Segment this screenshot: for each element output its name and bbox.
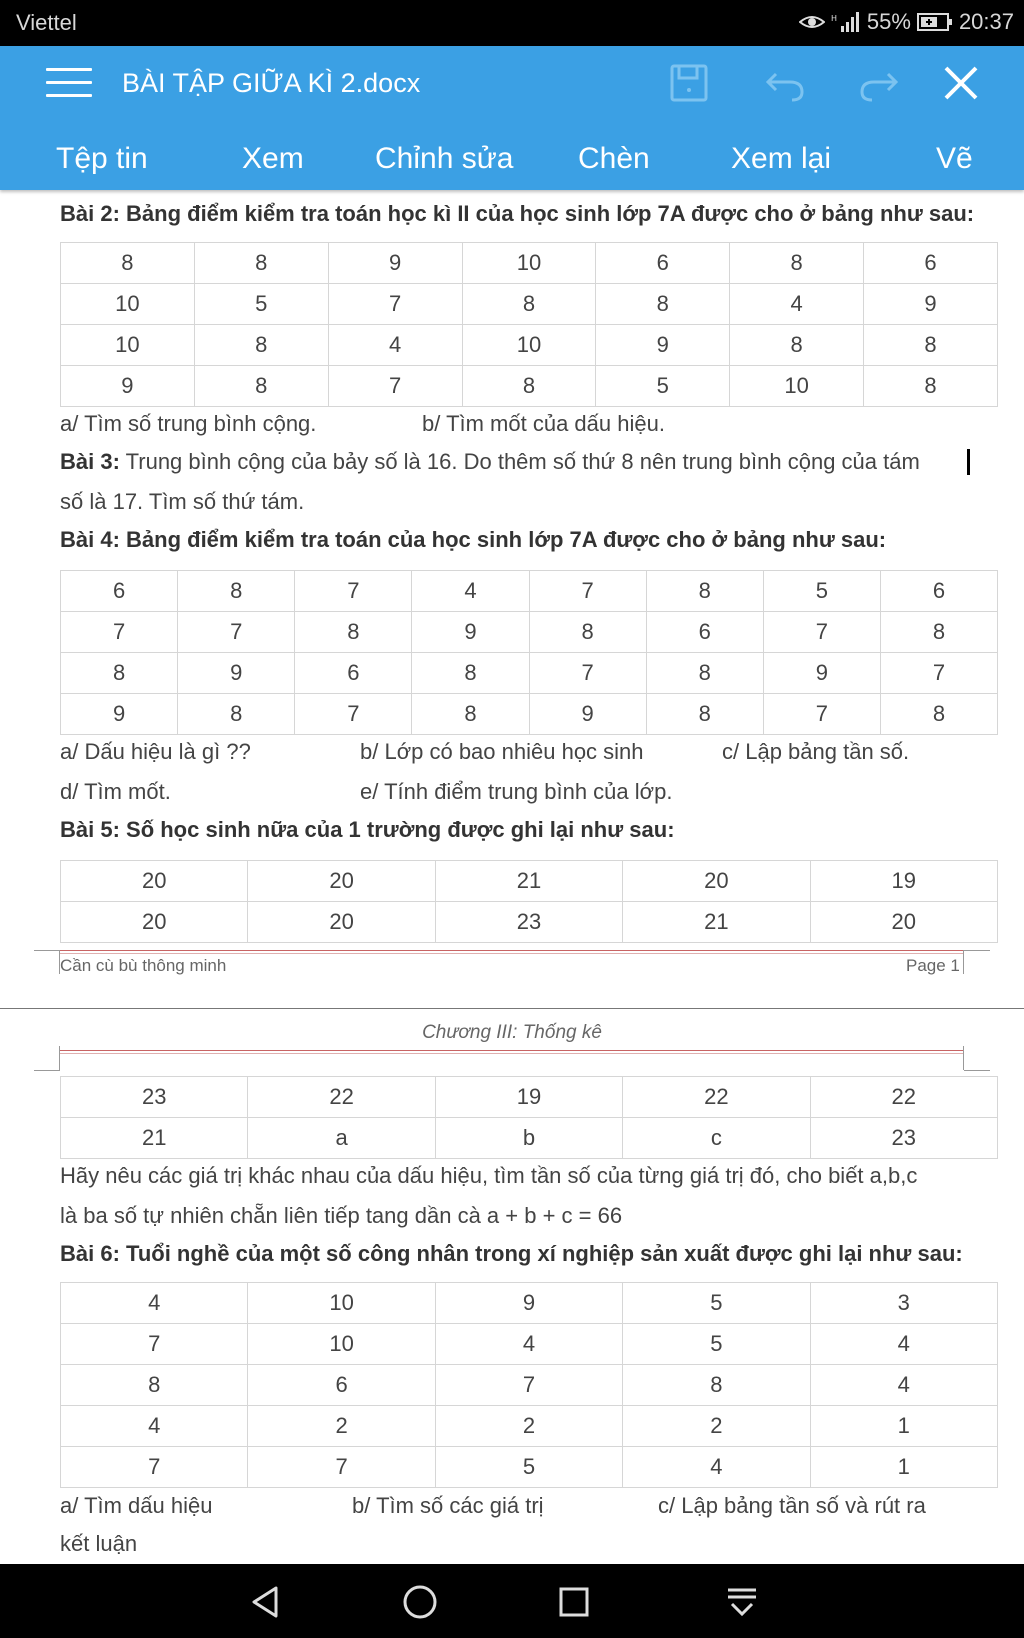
table-cell: 8 bbox=[61, 653, 178, 694]
table-row bbox=[61, 612, 998, 653]
bai6-question-b: b/ Tìm số các giá trị bbox=[352, 1493, 544, 1518]
table-row bbox=[61, 571, 998, 612]
table-cell: 4 bbox=[61, 1283, 248, 1324]
table-cell: 21 bbox=[623, 902, 810, 943]
table-cell: 4 bbox=[730, 284, 864, 325]
table-cell: 20 bbox=[810, 902, 997, 943]
bai4-question-d: d/ Tìm mốt. bbox=[60, 779, 171, 804]
table-cell: 7 bbox=[61, 612, 178, 653]
table-row bbox=[61, 653, 998, 694]
header-margin-line-right bbox=[964, 1070, 990, 1071]
bai3-label: Bài 3: bbox=[60, 449, 120, 474]
table-cell: 8 bbox=[596, 284, 730, 325]
table-cell: 20 bbox=[61, 902, 248, 943]
table-cell: 4 bbox=[328, 325, 462, 366]
signal-icon bbox=[831, 12, 861, 32]
table-cell: 23 bbox=[61, 1077, 248, 1118]
footer-page-number: Page 1 bbox=[906, 956, 960, 975]
table-cell: 8 bbox=[178, 694, 295, 735]
table-cell: 10 bbox=[61, 284, 195, 325]
battery-percent: 55% bbox=[866, 9, 911, 34]
table-cell: 20 bbox=[248, 902, 435, 943]
table-cell: 8 bbox=[61, 1365, 248, 1406]
table-cell: 8 bbox=[412, 694, 529, 735]
table-cell: 8 bbox=[623, 1365, 810, 1406]
table-cell: 7 bbox=[880, 653, 997, 694]
bai4-question-e: e/ Tính điểm trung bình của lớp. bbox=[360, 779, 673, 804]
table-cell: 2 bbox=[248, 1406, 435, 1447]
table-cell: 4 bbox=[412, 571, 529, 612]
header-left-edge bbox=[59, 1046, 60, 1070]
table-cell: 8 bbox=[462, 366, 596, 407]
table-row bbox=[61, 1324, 998, 1365]
bai3-line1 bbox=[60, 442, 920, 482]
table-cell: 9 bbox=[412, 612, 529, 653]
table-cell: 6 bbox=[295, 653, 412, 694]
table-cell: 2 bbox=[435, 1406, 622, 1447]
table-cell: 2 bbox=[623, 1406, 810, 1447]
table-cell: 6 bbox=[596, 243, 730, 284]
bai5-text-line2: là ba số tự nhiên chẵn liên tiếp tang dần cà a + b + c = 66 bbox=[60, 1203, 623, 1228]
table-cell: b bbox=[435, 1118, 622, 1159]
header-margin-line bbox=[34, 1070, 60, 1071]
table-cell: 9 bbox=[596, 325, 730, 366]
table-cell: 6 bbox=[61, 571, 178, 612]
table-cell: 8 bbox=[730, 325, 864, 366]
table-cell: 6 bbox=[646, 612, 763, 653]
battery-icon bbox=[917, 12, 953, 32]
footer-left-text: Cần cù bù thông minh bbox=[60, 956, 227, 975]
table-row bbox=[61, 694, 998, 735]
status-indicators bbox=[799, 9, 1014, 35]
svg-text:H: H bbox=[830, 14, 837, 23]
bai2-heading: Bài 2: Bảng điểm kiểm tra toán học kì II của học sinh lớp 7A được cho ở bảng như sau: bbox=[60, 201, 975, 226]
table-cell: 5 bbox=[596, 366, 730, 407]
carrier-name: Viettel bbox=[16, 10, 77, 35]
table-cell: 7 bbox=[295, 694, 412, 735]
document-title: BÀI TẬP GIỮA KÌ 2.docx bbox=[122, 68, 421, 98]
table-cell: 8 bbox=[194, 243, 328, 284]
footer-margin-line-right bbox=[964, 950, 990, 951]
table-cell: 8 bbox=[880, 694, 997, 735]
table-cell: 10 bbox=[462, 243, 596, 284]
table-cell: 8 bbox=[646, 653, 763, 694]
table-row bbox=[61, 1365, 998, 1406]
table-cell: 20 bbox=[248, 861, 435, 902]
table-cell: 4 bbox=[810, 1324, 997, 1365]
header-right-edge bbox=[963, 1046, 964, 1070]
table-cell: 8 bbox=[462, 284, 596, 325]
table-cell: 19 bbox=[810, 861, 997, 902]
table-cell: 8 bbox=[295, 612, 412, 653]
table-row bbox=[61, 861, 998, 902]
table-cell: 9 bbox=[328, 243, 462, 284]
menu-edit[interactable]: Chỉnh sửa bbox=[375, 142, 514, 175]
bai5-text-line1: Hãy nêu các giá trị khác nhau của dấu hiệu, tìm tần số của từng giá trị đó, cho biết a,b,c bbox=[60, 1163, 918, 1188]
table-cell: 20 bbox=[623, 861, 810, 902]
table-cell: 8 bbox=[529, 612, 646, 653]
bai6-question-c-cont: kết luận bbox=[60, 1531, 138, 1556]
table-cell: 19 bbox=[435, 1077, 622, 1118]
table-cell: 9 bbox=[178, 653, 295, 694]
table-row bbox=[61, 325, 998, 366]
page-break-divider bbox=[0, 1008, 1024, 1009]
bai2-table bbox=[60, 242, 998, 407]
footer-right-edge bbox=[963, 950, 964, 974]
table-cell: 4 bbox=[810, 1365, 997, 1406]
table-cell: 8 bbox=[864, 325, 998, 366]
menu-file[interactable]: Tệp tin bbox=[56, 142, 148, 175]
table-cell: 7 bbox=[435, 1365, 622, 1406]
table-cell: 8 bbox=[880, 612, 997, 653]
table-cell: 8 bbox=[194, 366, 328, 407]
table-cell: 22 bbox=[623, 1077, 810, 1118]
bai2-question-b: b/ Tìm mốt của dấu hiệu. bbox=[422, 411, 665, 436]
menu-view[interactable]: Xem bbox=[242, 142, 304, 175]
table-cell: 7 bbox=[248, 1447, 435, 1488]
system-nav-bar bbox=[0, 1564, 1024, 1638]
table-cell: a bbox=[248, 1118, 435, 1159]
table-cell: 21 bbox=[61, 1118, 248, 1159]
bai4-question-c: c/ Lập bảng tần số. bbox=[722, 739, 910, 764]
table-row bbox=[61, 902, 998, 943]
table-row bbox=[61, 1406, 998, 1447]
bai6-heading: Bài 6: Tuổi nghề của một số công nhân trong xí nghiệp sản xuất được ghi lại như sau: bbox=[60, 1241, 963, 1266]
table-cell: 22 bbox=[248, 1077, 435, 1118]
home-icon[interactable] bbox=[400, 1582, 440, 1622]
bai3-line2: số là 17. Tìm số thứ tám. bbox=[60, 489, 305, 514]
redo-icon[interactable] bbox=[856, 60, 902, 106]
table-cell: 7 bbox=[328, 366, 462, 407]
table-cell: 7 bbox=[763, 612, 880, 653]
table-cell: 7 bbox=[763, 694, 880, 735]
table-cell: 5 bbox=[194, 284, 328, 325]
table-cell: 23 bbox=[810, 1118, 997, 1159]
table-cell: 21 bbox=[435, 861, 622, 902]
table-cell: c bbox=[623, 1118, 810, 1159]
table-cell: 5 bbox=[435, 1447, 622, 1488]
table-cell: 7 bbox=[178, 612, 295, 653]
table-cell: 4 bbox=[623, 1447, 810, 1488]
table-cell: 9 bbox=[61, 694, 178, 735]
table-row bbox=[61, 366, 998, 407]
table-cell: 8 bbox=[61, 243, 195, 284]
bai4-question-b: b/ Lớp có bao nhiêu học sinh bbox=[360, 739, 644, 764]
bai5-heading: Bài 5: Số học sinh nữa của 1 trường được ghi lại như sau: bbox=[60, 817, 675, 842]
table-cell: 5 bbox=[623, 1324, 810, 1365]
footer-rule bbox=[60, 950, 964, 954]
table-row bbox=[61, 1118, 998, 1159]
table-cell: 7 bbox=[529, 571, 646, 612]
table-cell: 1 bbox=[810, 1447, 997, 1488]
table-cell: 7 bbox=[529, 653, 646, 694]
bai4-table bbox=[60, 570, 998, 735]
table-cell: 10 bbox=[462, 325, 596, 366]
bai3-text: Trung bình cộng của bảy số là 16. Do thêm số thứ 8 nên trung bình cộng của tám bbox=[119, 449, 920, 474]
bai2-question-a: a/ Tìm số trung bình cộng. bbox=[60, 411, 317, 436]
table-cell: 10 bbox=[61, 325, 195, 366]
table-cell: 3 bbox=[810, 1283, 997, 1324]
table-cell: 20 bbox=[61, 861, 248, 902]
page2-header: Chương III: Thống kê bbox=[422, 1022, 602, 1043]
table-cell: 6 bbox=[248, 1365, 435, 1406]
table-cell: 8 bbox=[194, 325, 328, 366]
ribbon-menu bbox=[0, 142, 1024, 188]
table-cell: 9 bbox=[435, 1283, 622, 1324]
notification-pull-icon[interactable] bbox=[722, 1582, 762, 1622]
app-toolbar bbox=[0, 46, 1024, 190]
bai5-table-continued bbox=[60, 1076, 998, 1159]
table-cell: 5 bbox=[763, 571, 880, 612]
document-canvas[interactable] bbox=[0, 190, 1024, 1564]
table-cell: 6 bbox=[880, 571, 997, 612]
table-cell: 22 bbox=[810, 1077, 997, 1118]
table-row bbox=[61, 1447, 998, 1488]
table-cell: 4 bbox=[435, 1324, 622, 1365]
table-cell: 7 bbox=[61, 1324, 248, 1365]
header-rule bbox=[60, 1050, 964, 1054]
table-cell: 8 bbox=[646, 694, 763, 735]
close-icon[interactable] bbox=[938, 60, 984, 106]
menu-draw[interactable]: Vẽ bbox=[936, 142, 973, 175]
table-cell: 9 bbox=[864, 284, 998, 325]
table-cell: 8 bbox=[864, 366, 998, 407]
table-cell: 6 bbox=[864, 243, 998, 284]
status-bar bbox=[0, 0, 1024, 46]
footer-margin-line bbox=[34, 950, 60, 951]
table-cell: 7 bbox=[61, 1447, 248, 1488]
table-row bbox=[61, 1283, 998, 1324]
back-icon[interactable] bbox=[246, 1582, 286, 1622]
eye-comfort-icon bbox=[799, 12, 825, 32]
bai6-question-a: a/ Tìm dấu hiệu bbox=[60, 1493, 213, 1518]
table-cell: 8 bbox=[178, 571, 295, 612]
bai6-table bbox=[60, 1282, 998, 1488]
bai5-table bbox=[60, 860, 998, 943]
menu-review[interactable]: Xem lại bbox=[731, 142, 832, 175]
recent-apps-icon[interactable] bbox=[554, 1582, 594, 1622]
table-cell: 1 bbox=[810, 1406, 997, 1447]
table-row bbox=[61, 284, 998, 325]
undo-icon[interactable] bbox=[762, 60, 808, 106]
table-cell: 8 bbox=[412, 653, 529, 694]
table-row bbox=[61, 243, 998, 284]
table-cell: 4 bbox=[61, 1406, 248, 1447]
table-cell: 10 bbox=[248, 1283, 435, 1324]
table-cell: 8 bbox=[646, 571, 763, 612]
menu-insert[interactable]: Chèn bbox=[578, 142, 650, 175]
hamburger-menu-icon[interactable] bbox=[46, 68, 92, 102]
text-cursor bbox=[967, 449, 970, 475]
bai4-heading: Bài 4: Bảng điểm kiểm tra toán của học sinh lớp 7A được cho ở bảng như sau: bbox=[60, 527, 887, 552]
table-row bbox=[61, 1077, 998, 1118]
bai4-question-a: a/ Dấu hiệu là gì ?? bbox=[60, 739, 251, 764]
table-cell: 7 bbox=[295, 571, 412, 612]
table-cell: 9 bbox=[763, 653, 880, 694]
table-cell: 8 bbox=[730, 243, 864, 284]
table-cell: 10 bbox=[248, 1324, 435, 1365]
table-cell: 10 bbox=[730, 366, 864, 407]
table-cell: 9 bbox=[61, 366, 195, 407]
table-cell: 7 bbox=[328, 284, 462, 325]
table-cell: 5 bbox=[623, 1283, 810, 1324]
table-cell: 23 bbox=[435, 902, 622, 943]
clock: 20:37 bbox=[958, 9, 1014, 34]
table-cell: 9 bbox=[529, 694, 646, 735]
save-icon[interactable] bbox=[666, 60, 712, 106]
bai6-question-c: c/ Lập bảng tần số và rút ra bbox=[658, 1493, 926, 1518]
